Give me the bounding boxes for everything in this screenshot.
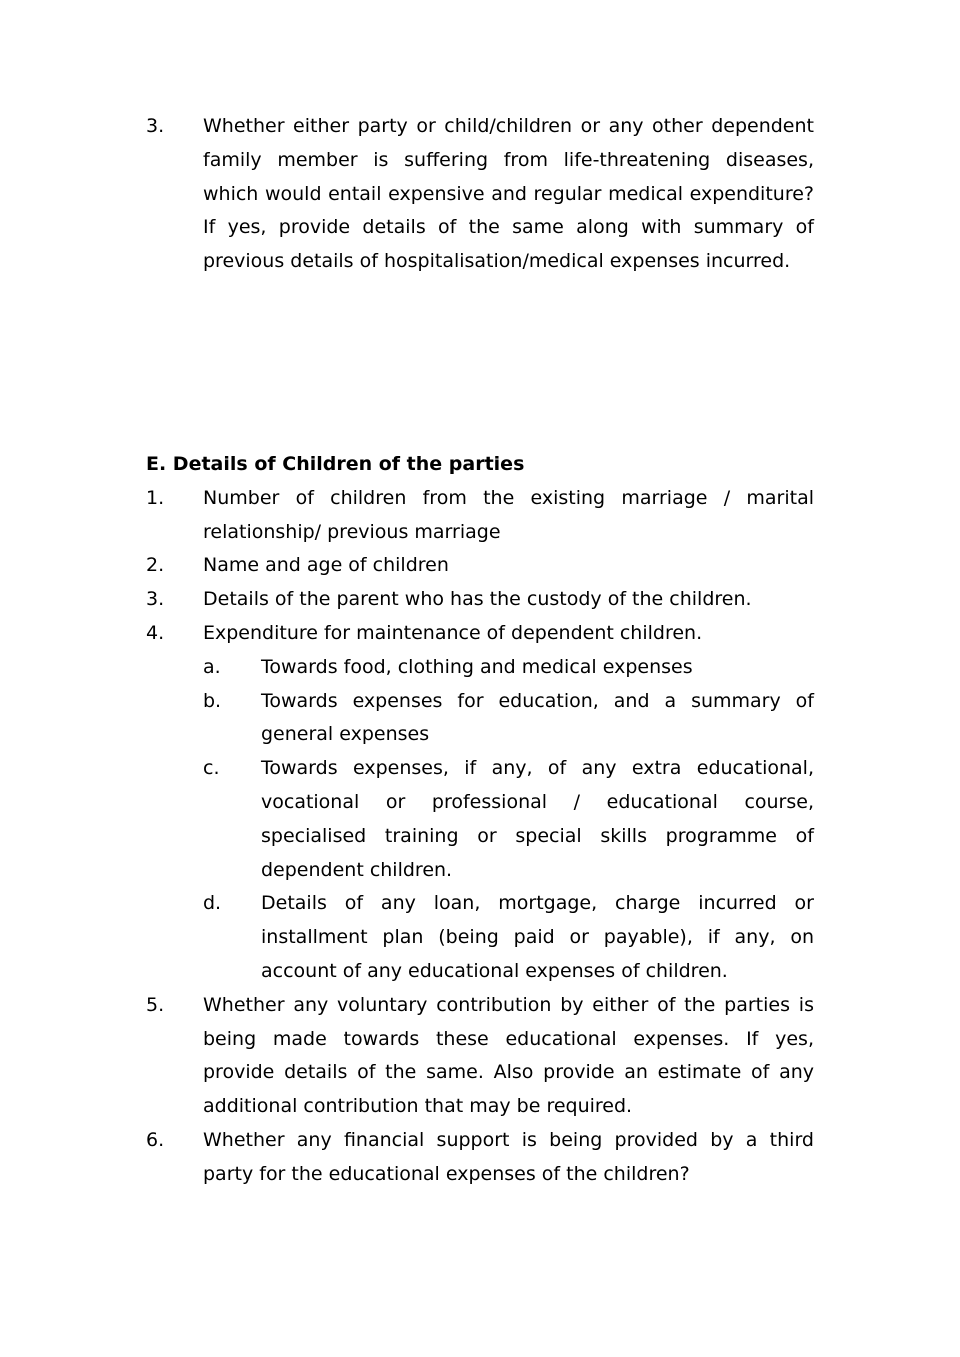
item-number: 5. <box>146 993 165 1016</box>
list-item <box>146 110 814 279</box>
sub-item-letter: d. <box>203 892 222 915</box>
item-text: Name and age of children <box>203 554 449 577</box>
item-text: Whether either party or child/children or any other dependent family member is suffering from life-threatening diseases, which would entail expensive and regular medical expenditure? If yes, provide details of the same along with summary of previous details of hospitalisation/medical expenses incurred. <box>203 115 814 273</box>
sub-item-text: Towards expenses for education, and a summary of general expenses <box>261 689 814 746</box>
sub-item-letter: b. <box>203 689 222 712</box>
item-number: 3. <box>146 588 165 611</box>
list-item <box>146 583 814 617</box>
item-number: 1. <box>146 486 165 509</box>
item-number: 3. <box>146 115 165 137</box>
item-number: 4. <box>146 621 165 644</box>
sub-list-item <box>203 887 814 988</box>
section-heading: E. Details of Children of the parties <box>146 453 525 475</box>
sub-item-text: Details of any loan, mortgage, charge incurred or installment plan (being paid or payable), if any, on account of any educational expenses of children. <box>261 892 814 982</box>
item-text: Number of children from the existing marriage / marital relationship/ previous marriage <box>203 486 814 543</box>
list-item <box>146 989 814 1124</box>
item-text: Details of the parent who has the custody of the children. <box>203 588 752 611</box>
item-text: Whether any financial support is being provided by a third party for the educational expenses of the children? <box>203 1128 814 1185</box>
sub-item-text: Towards food, clothing and medical expenses <box>261 655 693 678</box>
list-item <box>146 482 814 550</box>
list-item <box>146 549 814 583</box>
list-item <box>146 1124 814 1192</box>
sub-list-item <box>203 685 814 753</box>
item-text: Expenditure for maintenance of dependent children. <box>203 621 703 644</box>
sub-list-item <box>203 651 814 685</box>
item-text: Whether any voluntary contribution by either of the parties is being made towards these educational expenses. If yes, provide details of the same. Also provide an estimate of any additional contribution that may be required. <box>203 993 814 1118</box>
list-item <box>146 617 814 651</box>
section-d-item-3 <box>146 110 814 279</box>
sub-item-text: Towards expenses, if any, of any extra educational, vocational or professional / educational course, specialised training or special skills programme of dependent children. <box>261 757 814 881</box>
sub-item-letter: a. <box>203 655 221 678</box>
section-e <box>146 448 814 1192</box>
sub-list-item <box>203 752 814 887</box>
sub-item-letter: c. <box>203 757 220 780</box>
item-number: 2. <box>146 554 165 577</box>
item-number: 6. <box>146 1128 165 1151</box>
